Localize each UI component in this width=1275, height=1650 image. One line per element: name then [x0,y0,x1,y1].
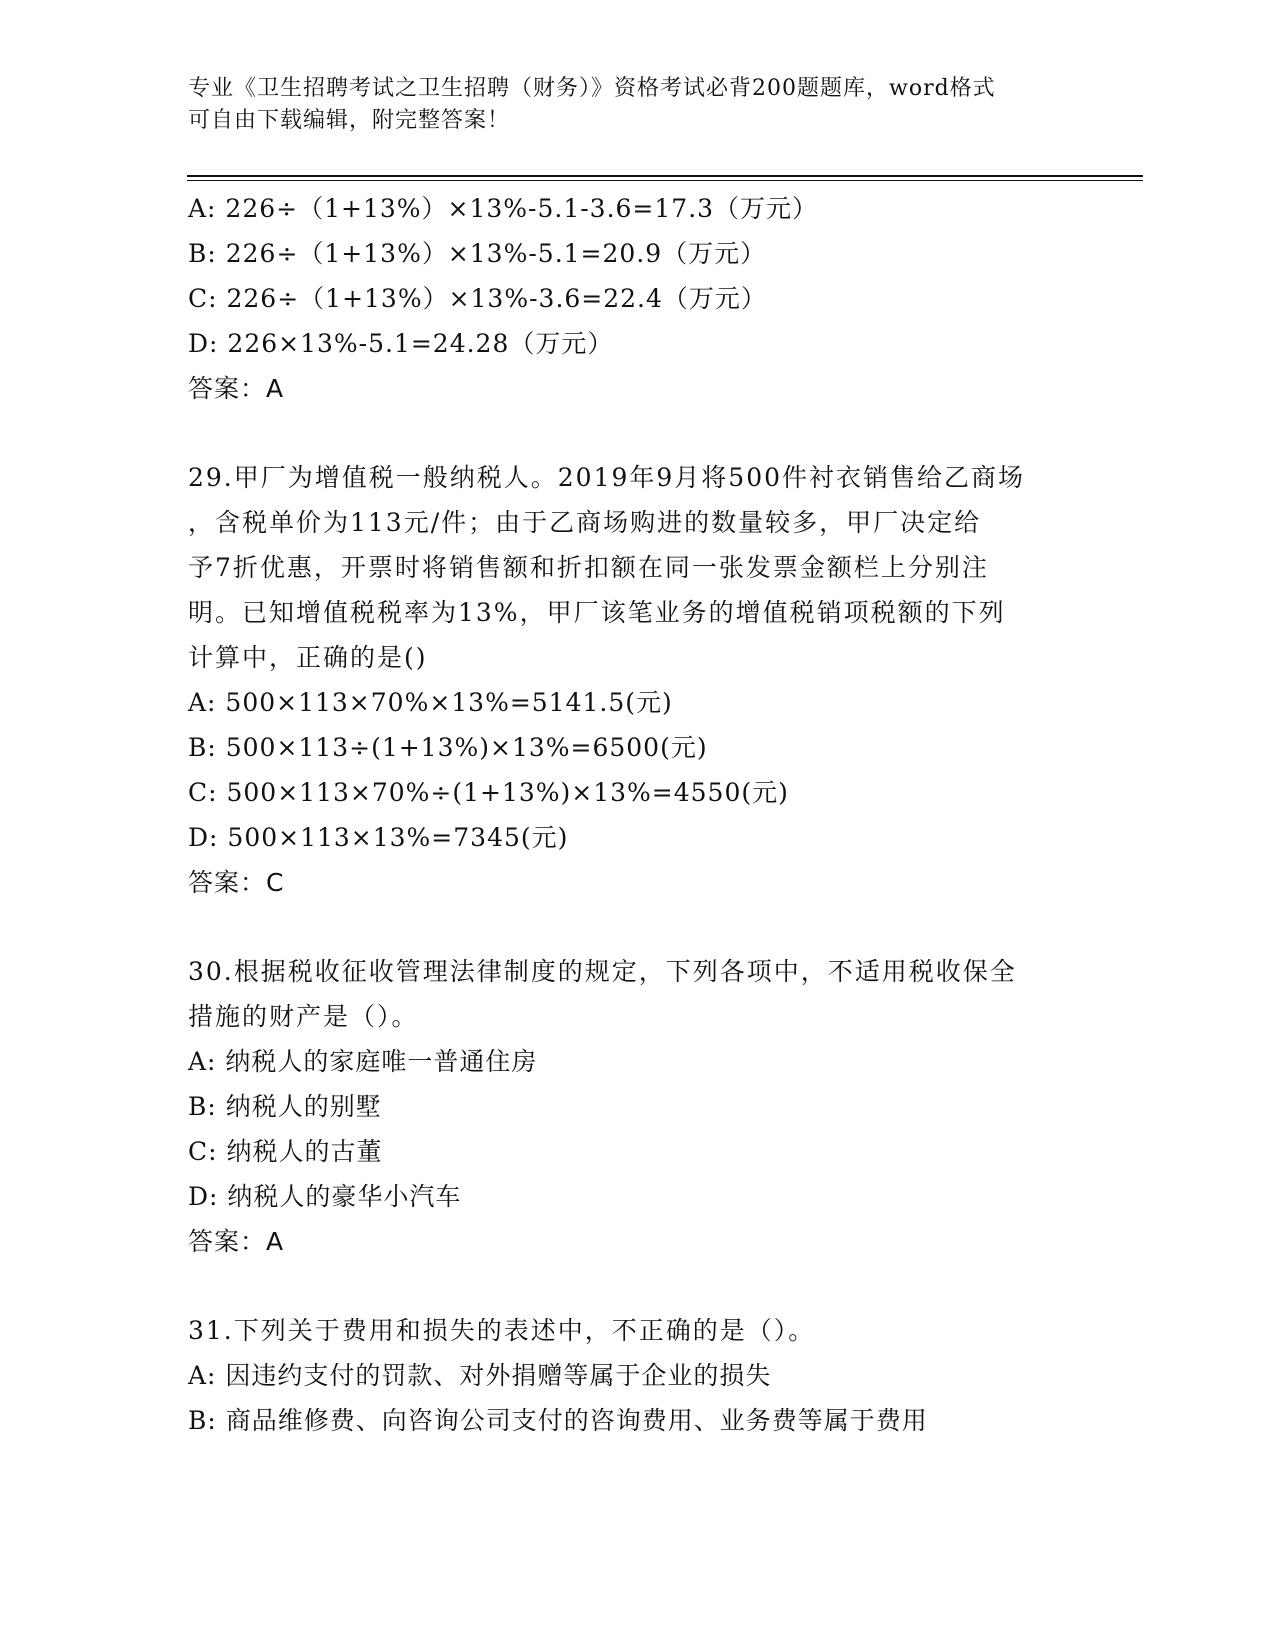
header-title-line-1: 专业《卫生招聘考试之卫生招聘（财务）》资格考试必背200题题库，word格式 [188,76,996,101]
option-d: D: 500×113×13%=7345(元) [188,823,569,852]
question-stem-line: 计算中，正确的是() [188,643,428,672]
question-stem-line: 29.甲厂为增值税一般纳税人。2019年9月将500件衬衣销售给乙商场 [188,463,1026,492]
option-a: A: 因违约支付的罚款、对外捐赠等属于企业的损失 [188,1361,772,1390]
question-stem-line: 31.下列关于费用和损失的表述中，不正确的是（）。 [188,1316,816,1345]
spacer [188,905,1088,949]
question-stem-line: 措施的财产是（）。 [188,1002,419,1031]
option-b: B: 500×113÷(1+13%)×13%=6500(元) [188,733,708,762]
question-stem-line: 30.根据税收征收管理法律制度的规定，下列各项中，不适用税收保全 [188,957,1017,986]
option-c: C: 500×113×70%÷(1+13%)×13%=4550(元) [188,778,789,807]
header-divider-thin [187,180,1143,181]
spacer [188,411,1088,455]
document-header [188,73,1068,137]
answer-label: 答案：A [188,374,285,403]
question-list [188,186,1088,1443]
question-29 [188,455,1088,905]
header-divider-thick [187,175,1143,177]
option-a: A: 纳税人的家庭唯一普通住房 [188,1047,538,1076]
question-31 [188,1308,1088,1443]
option-d: D: 226×13%-5.1=24.28（万元） [188,329,614,358]
question-stem-line: ，含税单价为113元/件；由于乙商场购进的数量较多，甲厂决定给 [188,508,982,537]
question-28 [188,186,1088,411]
question-stem-line: 明。已知增值税税率为13%，甲厂该笔业务的增值税销项税额的下列 [188,598,1006,627]
option-a: A: 226÷（1+13%）×13%-5.1-3.6=17.3（万元） [188,194,819,223]
option-a: A: 500×113×70%×13%=5141.5(元) [188,688,673,717]
answer-label: 答案：A [188,1227,285,1256]
option-d: D: 纳税人的豪华小汽车 [188,1182,462,1211]
spacer [188,1264,1088,1308]
option-b: B: 商品维修费、向咨询公司支付的咨询费用、业务费等属于费用 [188,1406,928,1435]
option-b: B: 纳税人的别墅 [188,1092,382,1121]
question-30 [188,949,1088,1264]
header-title-line-2: 可自由下载编辑，附完整答案！ [188,108,511,133]
answer-label: 答案：C [188,868,285,897]
option-c: C: 226÷（1+13%）×13%-3.6=22.4（万元） [188,284,767,313]
option-b: B: 226÷（1+13%）×13%-5.1=20.9（万元） [188,239,767,268]
question-stem-line: 予7折优惠，开票时将销售额和折扣额在同一张发票金额栏上分别注 [188,553,989,582]
option-c: C: 纳税人的古董 [188,1137,383,1166]
